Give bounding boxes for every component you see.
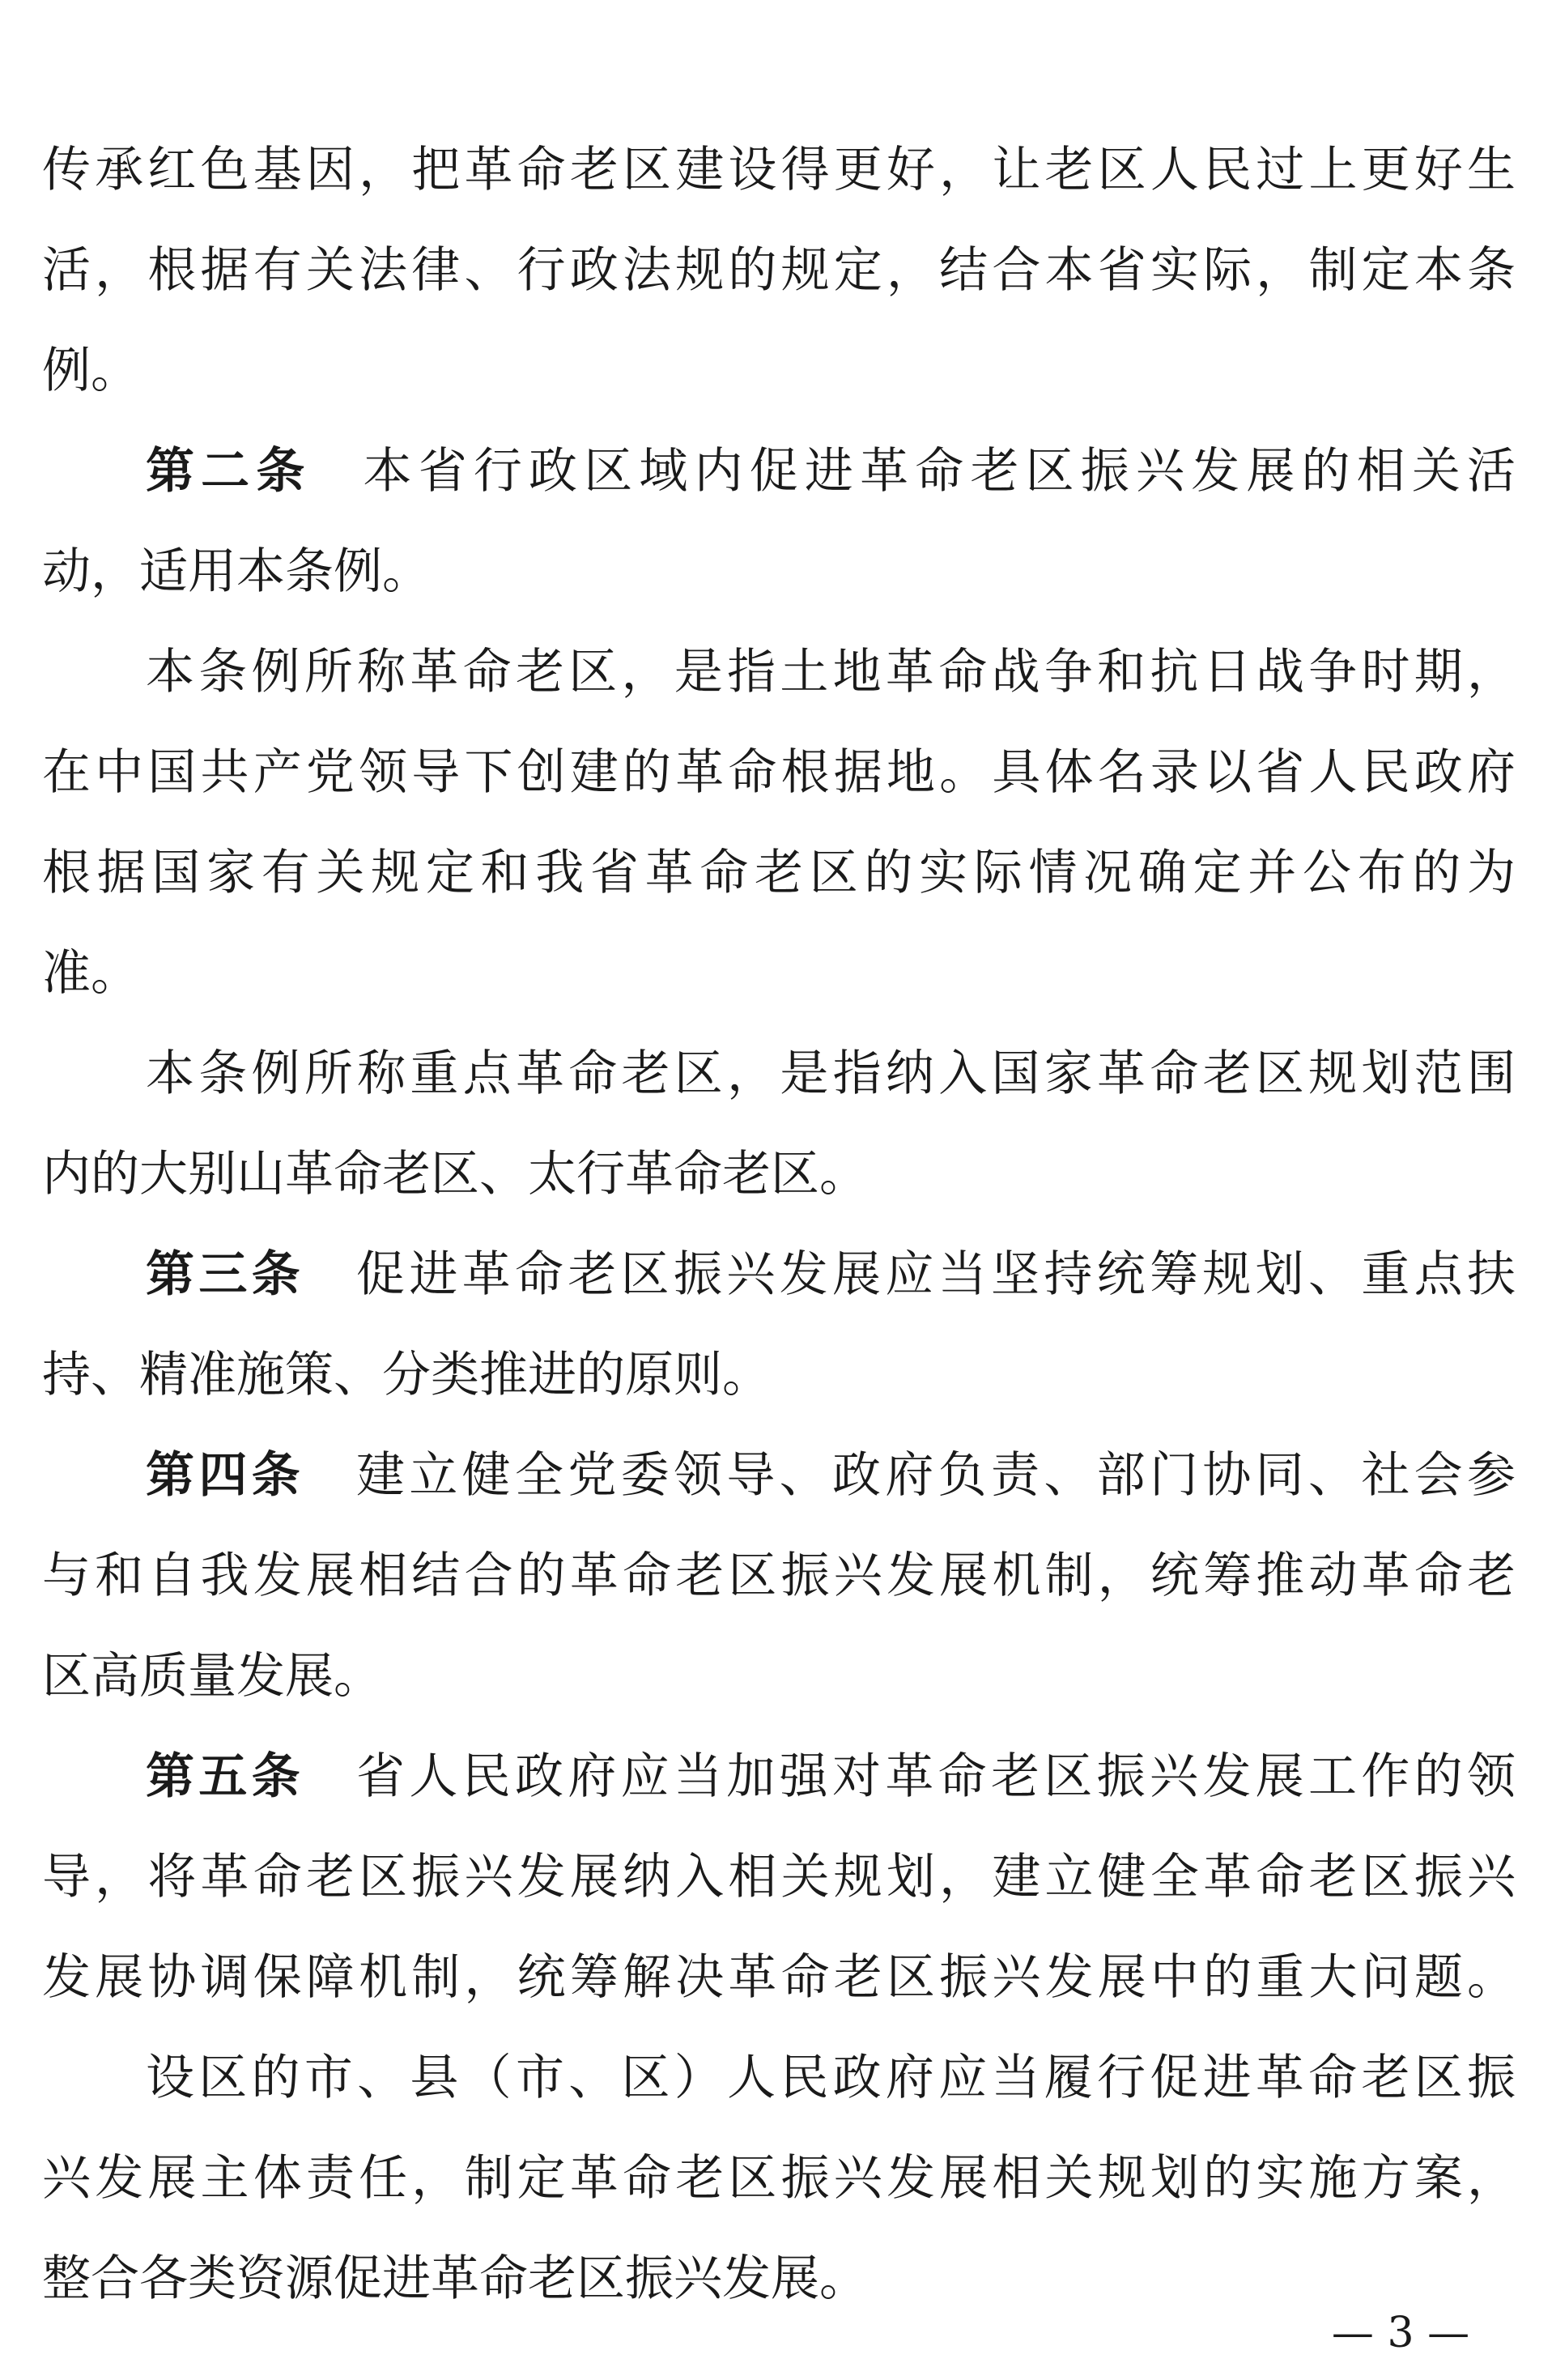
article-text: 省人民政府应当加强对革命老区振兴发展工作的领 [356,1748,1516,1805]
text-line: 传承红色基因，把革命老区建设得更好，让老区人民过上更好生 [42,142,1516,198]
text-line: 导，将革命老区振兴发展纳入相关规划，建立健全革命老区振兴 [42,1849,1516,1905]
text-line: 兴发展主体责任，制定革命老区振兴发展相关规划的实施方案， [42,2150,1516,2207]
text-line: 准。 [42,945,139,1002]
text-line: 内的大别山革命老区、太行革命老区。 [42,1146,868,1203]
text-line: 发展协调保障机制，统筹解决革命老区振兴发展中的重大问题。 [42,1949,1516,2006]
text-line: 根据国家有关规定和我省革命老区的实际情况确定并公布的为 [42,845,1516,901]
article-number: 第四条 [146,1447,304,1504]
article-text: 本省行政区域内促进革命老区振兴发展的相关活 [363,443,1516,500]
text-line: 整合各类资源促进革命老区振兴发展。 [42,2250,868,2307]
article-text: 促进革命老区振兴发展应当坚持统筹规划、重点扶 [356,1246,1516,1303]
text-line: 活，根据有关法律、行政法规的规定，结合本省实际，制定本条 [42,242,1516,299]
article-text: 建立健全党委领导、政府负责、部门协同、社会参 [356,1447,1516,1504]
article-number: 第三条 [146,1246,304,1303]
text-line: 本条例所称革命老区，是指土地革命战争和抗日战争时期， [146,644,1516,700]
page-number: — 3 — [1331,2309,1470,2357]
article-first-line [146,1726,1516,1827]
text-line: 与和自我发展相结合的革命老区振兴发展机制，统筹推动革命老 [42,1548,1516,1604]
text-line: 设区的市、县（市、区）人民政府应当履行促进革命老区振 [146,2050,1516,2106]
article-first-line [146,1224,1516,1325]
article-first-line [146,1425,1516,1526]
text-line: 本条例所称重点革命老区，是指纳入国家革命老区规划范围 [146,1045,1516,1102]
article-number: 第二条 [146,443,312,500]
text-line: 持、精准施策、分类推进的原则。 [42,1347,771,1403]
text-line: 在中国共产党领导下创建的革命根据地。具体名录以省人民政府 [42,744,1516,801]
text-line: 区高质量发展。 [42,1648,382,1705]
article-first-line [146,421,1516,522]
text-line: 动，适用本条例。 [42,543,431,600]
text-line: 例。 [42,343,139,399]
article-number: 第五条 [146,1748,304,1805]
